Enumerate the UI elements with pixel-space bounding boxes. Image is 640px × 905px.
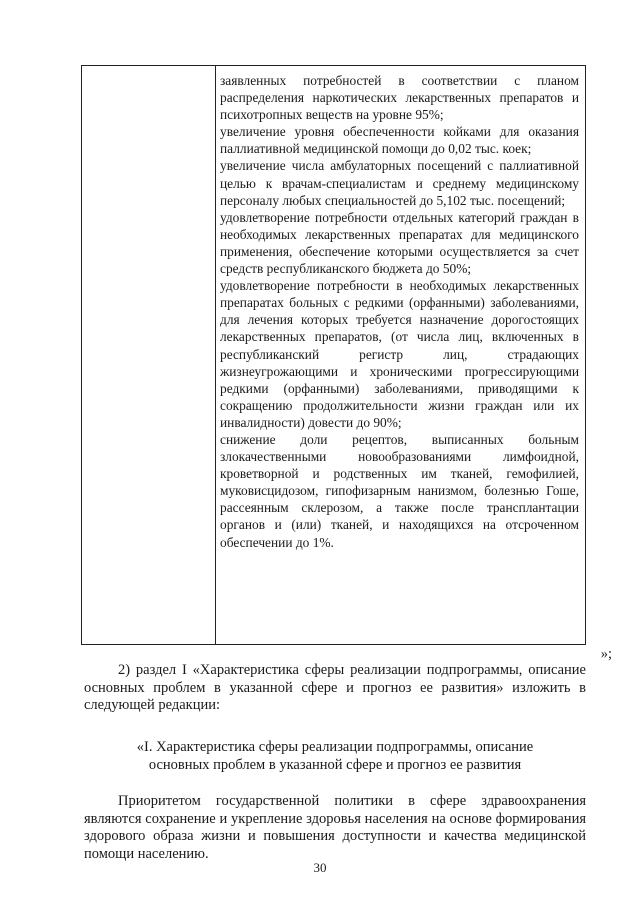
table-right-cell xyxy=(216,66,585,644)
table-left-cell xyxy=(82,66,216,644)
table-item-4: удовлетворение потребности отдельных категорий граждан в необходимых лекарственных препаратах для медицинского применения, обеспечение которыми осуществляется за счет средств республиканского бюджета до 50%; xyxy=(220,209,579,277)
table-item-6: снижение доли рецептов, выписанных больным злокачественными новообразованиями лимфоидной, кроветворной и родственных им тканей, гемофилией, муковисцидозом, гипофизарным нанизмом, болезнью Гоше, рассеянным склерозом, а также после трансплантации органов и (или) тканей, и находящихся на отсроченном обеспечении до 1%. xyxy=(220,431,579,550)
table-item-5: удовлетворение потребности в необходимых лекарственных препаратах больных с редкими (орфанными) заболеваниями, для лечения которых требуется назначение дорогостоящих лекарственных препаратов, (от числа лиц, включенных в республиканский регистр лиц, страдающих жизнеугрожающими и хроническими прогрессирующими редкими (орфанными) заболеваниями, приводящими к сокращению продолжительности жизни граждан или их инвалидности) довести до 90%; xyxy=(220,278,579,430)
program-table xyxy=(81,65,586,645)
table-item-2: увеличение уровня обеспеченности койками для оказания паллиативной медицинской помощи до 0,02 тыс. коек; xyxy=(220,124,579,157)
amendment-paragraph: 2) раздел I «Характеристика сферы реализации подпрограммы, описание основных проблем в указанной сфере и прогноз ее развития» изложить в следующей редакции: xyxy=(84,662,586,713)
section-heading: «I. Характеристика сферы реализации подпрограммы, описание основных проблем в указанной сфере и прогноз ее развития xyxy=(136,739,534,773)
page-number: 30 xyxy=(313,860,327,875)
table-item-1: заявленных потребностей в соответствии с планом распределения наркотических лекарственных препаратов и психотропных веществ на уровне 95%; xyxy=(220,73,579,123)
body-paragraph: Приоритетом государственной политики в сфере здравоохранения являются сохранение и укрепление здоровья населения на основе формирования здорового образа жизни и повышения доступности и качества медицинской помощи населению. xyxy=(84,793,586,862)
closing-quote: »; xyxy=(600,646,612,662)
table-item-3: увеличение числа амбулаторных посещений с паллиативной целью к врачам-специалистам и среднему медицинскому персоналу любых специальностей до 5,102 тыс. посещений; xyxy=(220,158,579,208)
